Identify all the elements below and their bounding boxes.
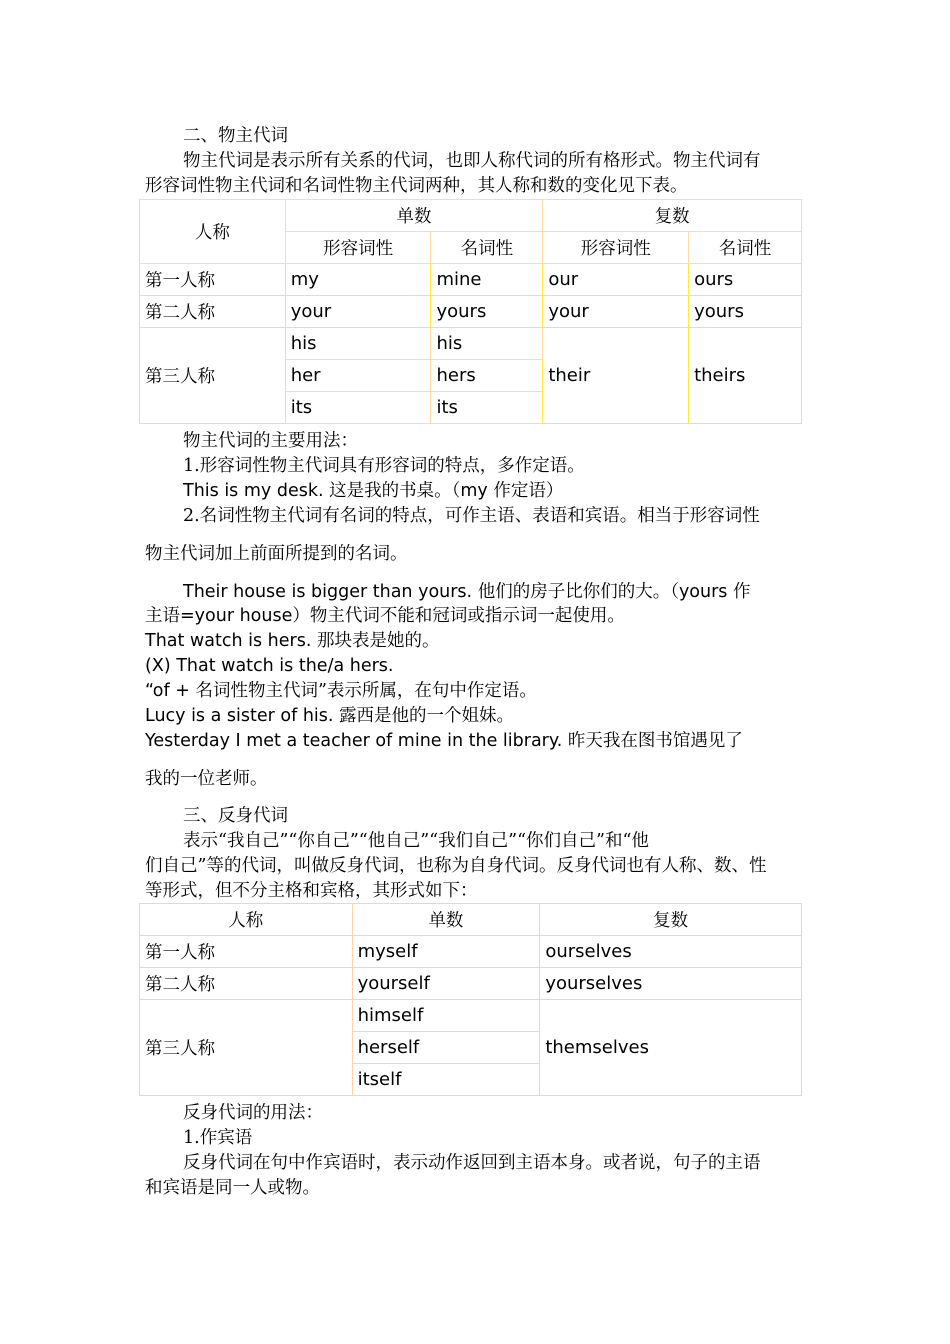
usage2-example2: Their house is bigger than yours. 他们的房子比你们的大。（yours 作 <box>183 582 751 602</box>
subheader-pl-adj: 形容词性 <box>543 232 689 264</box>
plural-cell: ourselves <box>540 936 802 968</box>
sg-noun-cell: mine <box>431 264 543 296</box>
sg-noun-cell: his <box>431 328 543 360</box>
usage2-example2-line2: 主语=your house）物主代词不能和冠词或指示词一起使用。 <box>145 606 625 626</box>
plural-cell: themselves <box>540 1000 802 1096</box>
usage2-of-rule: “of + 名词性物主代词”表示所属，在句中作定语。 <box>145 681 537 701</box>
table-row <box>140 968 802 1000</box>
usage3-title: 反身代词的用法： <box>183 1103 323 1123</box>
singular-cell: yourself <box>352 968 540 1000</box>
reflexive-pronoun-table <box>139 903 802 1096</box>
table-row <box>140 1000 802 1032</box>
person-cell: 第三人称 <box>140 1000 353 1096</box>
person-cell: 第一人称 <box>140 264 286 296</box>
person-cell: 第三人称 <box>140 328 286 424</box>
section3-intro-line3: 等形式，但不分主格和宾格，其形式如下： <box>145 881 478 901</box>
usage2-example6: Yesterday I met a teacher of mine in the library. 昨天我在图书馆遇见了 <box>145 731 743 751</box>
person-cell: 第一人称 <box>140 936 353 968</box>
usage2-example5: Lucy is a sister of his. 露西是他的一个姐妹。 <box>145 706 515 726</box>
usage3-desc-line1: 反身代词在句中作宾语时，表示动作返回到主语本身。或者说，句子的主语 <box>183 1153 761 1173</box>
section3-intro-line1: 表示“我自己”“你自己”“他自己”“我们自己”“你们自己”和“他 <box>183 831 649 851</box>
sg-adj-cell: his <box>285 328 431 360</box>
sg-adj-cell: its <box>285 392 431 424</box>
plural-cell: yourselves <box>540 968 802 1000</box>
usage2-example1: This is my desk. 这是我的书桌。（my 作定语） <box>183 481 564 501</box>
person-cell: 第二人称 <box>140 968 353 1000</box>
table-row <box>140 264 802 296</box>
sg-adj-cell: my <box>285 264 431 296</box>
section2-intro-line2: 形容词性物主代词和名词性物主代词两种，其人称和数的变化见下表。 <box>145 176 688 196</box>
section2-intro-line1: 物主代词是表示所有关系的代词，也即人称代词的所有格形式。物主代词有 <box>183 151 761 171</box>
possessive-pronoun-table <box>139 199 802 424</box>
subheader-pl-noun: 名词性 <box>689 232 802 264</box>
table-row <box>140 296 802 328</box>
singular-cell: herself <box>352 1032 540 1064</box>
sg-noun-cell: yours <box>431 296 543 328</box>
singular-cell: myself <box>352 936 540 968</box>
sg-adj-cell: your <box>285 296 431 328</box>
usage2-example6-line2: 我的一位老师。 <box>145 769 268 789</box>
usage3-desc-line2: 和宾语是同一人或物。 <box>145 1178 320 1198</box>
person-cell: 第二人称 <box>140 296 286 328</box>
usage2-point1: 1.形容词性物主代词具有形容词的特点，多作定语。 <box>183 456 585 476</box>
singular-cell: himself <box>352 1000 540 1032</box>
pl-adj-cell: their <box>543 328 689 424</box>
pl-noun-cell: yours <box>689 296 802 328</box>
header-person: 人称 <box>140 904 353 936</box>
subheader-sg-noun: 名词性 <box>431 232 543 264</box>
header-plural: 复数 <box>543 200 802 232</box>
header-person: 人称 <box>140 200 286 264</box>
usage2-point2-line2: 物主代词加上前面所提到的名词。 <box>145 544 408 564</box>
usage2-point2-line1: 2.名词性物主代词有名词的特点，可作主语、表语和宾语。相当于形容词性 <box>183 506 760 526</box>
header-singular: 单数 <box>285 200 543 232</box>
pl-noun-cell: theirs <box>689 328 802 424</box>
usage2-title: 物主代词的主要用法： <box>183 431 358 451</box>
section2-heading: 二、物主代词 <box>183 126 288 146</box>
sg-noun-cell: hers <box>431 360 543 392</box>
sg-adj-cell: her <box>285 360 431 392</box>
subheader-sg-adj: 形容词性 <box>285 232 431 264</box>
header-singular: 单数 <box>352 904 540 936</box>
pl-adj-cell: our <box>543 264 689 296</box>
table-row <box>140 936 802 968</box>
section3-intro-line2: 们自己”等的代词，叫做反身代词，也称为自身代词。反身代词也有人称、数、性 <box>145 856 767 876</box>
singular-cell: itself <box>352 1064 540 1096</box>
usage3-point1: 1.作宾语 <box>183 1128 253 1148</box>
header-plural: 复数 <box>540 904 802 936</box>
table-row <box>140 328 802 360</box>
usage2-example4: (X) That watch is the/a hers. <box>145 656 394 676</box>
pl-adj-cell: your <box>543 296 689 328</box>
sg-noun-cell: its <box>431 392 543 424</box>
pl-noun-cell: ours <box>689 264 802 296</box>
section3-heading: 三、反身代词 <box>183 806 288 826</box>
usage2-example3: That watch is hers. 那块表是她的。 <box>145 631 440 651</box>
